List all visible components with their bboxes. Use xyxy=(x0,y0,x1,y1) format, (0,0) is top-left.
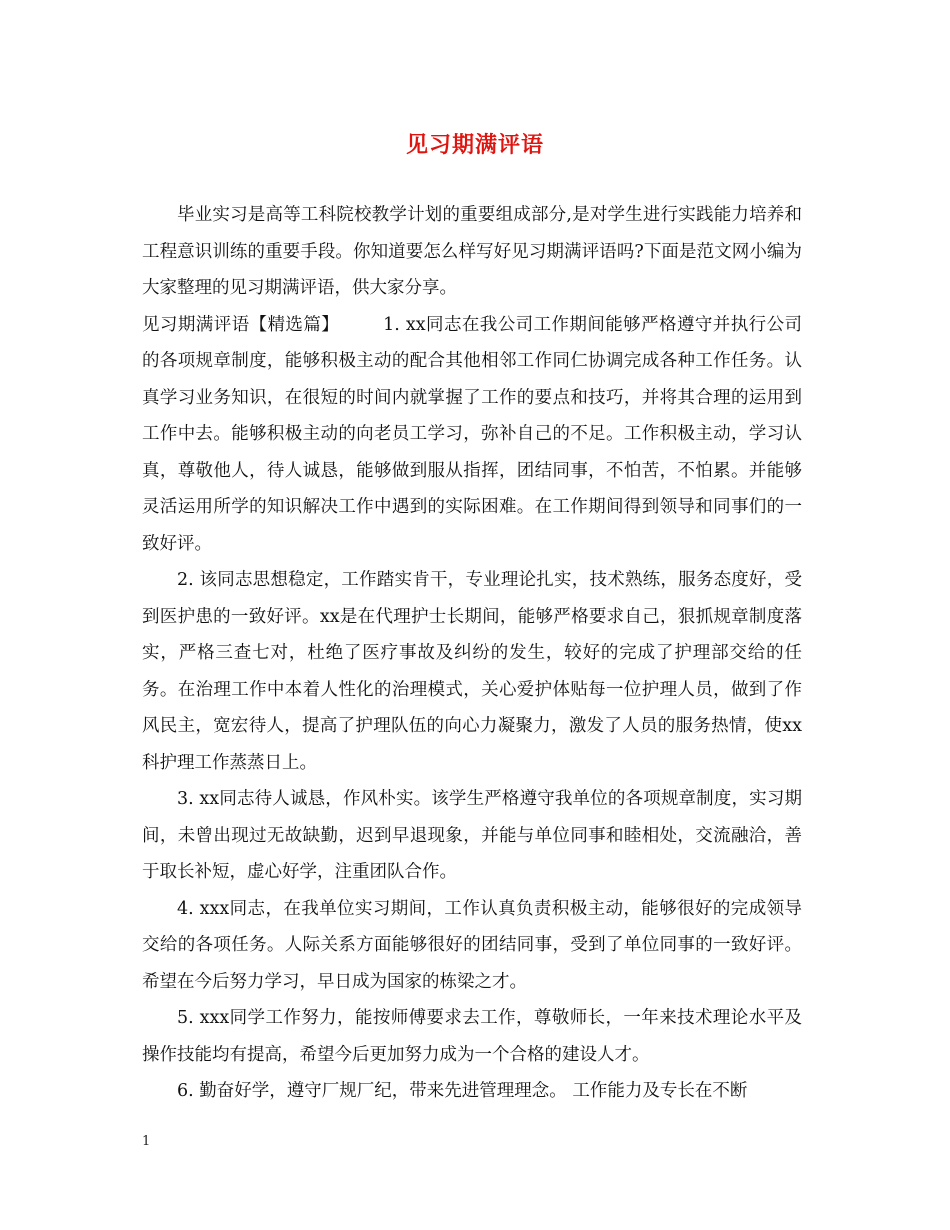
paragraph-1: 1. xx同志在我公司工作期间能够严格遵守并执行公司的各项规章制度，能够积极主动的配合其他相邻工作同仁协调完成各种工作任务。认真学习业务知识，在很短的时间内就掌握了工作的要点和技巧，并将其合理的运用到工作中去。能够积极主动的向老员工学习，弥补自己的不足。工作积极主动，学习认真，尊敬他人，待人诚恳，能够做到服从指挥，团结同事，不怕苦，不怕累。并能够灵活运用所学的知识解决工作中遇到的实际困难。在工作期间得到领导和同事们的一致好评。 xyxy=(142,314,803,554)
paragraph-5: 5. xxx同学工作努力，能按师傅要求去工作，尊敬师长，一年来技术理论水平及操作技能均有提高，希望今后更加努力成为一个合格的建设人才。 xyxy=(142,1008,802,1065)
page-number: 1 xyxy=(142,1134,151,1149)
intro-paragraph: 毕业实习是高等工科院校教学计划的重要组成部分,是对学生进行实践能力培养和工程意识训练的重要手段。你知道要怎么样写好见习期满评语吗?下面是范文网小编为大家整理的见习期满评语，供大家分享。 xyxy=(142,205,802,298)
document-body xyxy=(142,197,802,1110)
paragraph-6: 6. 勤奋好学，遵守厂规厂纪，带来先进管理理念。 工作能力及专长在不断 xyxy=(177,1081,748,1101)
paragraph-2: 2. 该同志思想稳定，工作踏实肯干，专业理论扎实，技术熟练，服务态度好，受到医护患的一致好评。xx是在代理护士长期间，能够严格要求自己，狠抓规章制度落实，严格三查七对，杜绝了医疗事故及纠纷的发生，较好的完成了护理部交给的任务。在治理工作中本着人性化的治理模式，关心爱护体贴每一位护理人员，做到了作风民主，宽宏待人，提高了护理队伍的向心力凝聚力，激发了人员的服务热情，使xx科护理工作蒸蒸日上。 xyxy=(142,570,802,773)
section-heading: 见习期满评语【精选篇】 xyxy=(142,314,340,335)
section-heading-paragraph xyxy=(142,307,802,563)
paragraph-4: 4. xxx同志，在我单位实习期间，工作认真负责积极主动，能够很好的完成领导交给的各项任务。人际关系方面能够很好的团结同事，受到了单位同事的一致好评。希望在今后努力学习，早日成为国家的栋梁之才。 xyxy=(142,898,802,992)
paragraph-3: 3. xx同志待人诚恳，作风朴实。该学生严格遵守我单位的各项规章制度，实习期间，未曾出现过无故缺勤，迟到早退现象，并能与单位同事和睦相处，交流融洽，善于取长补短，虚心好学，注重团队合作。 xyxy=(142,789,802,882)
document-title: 见习期满评语 xyxy=(405,132,544,158)
